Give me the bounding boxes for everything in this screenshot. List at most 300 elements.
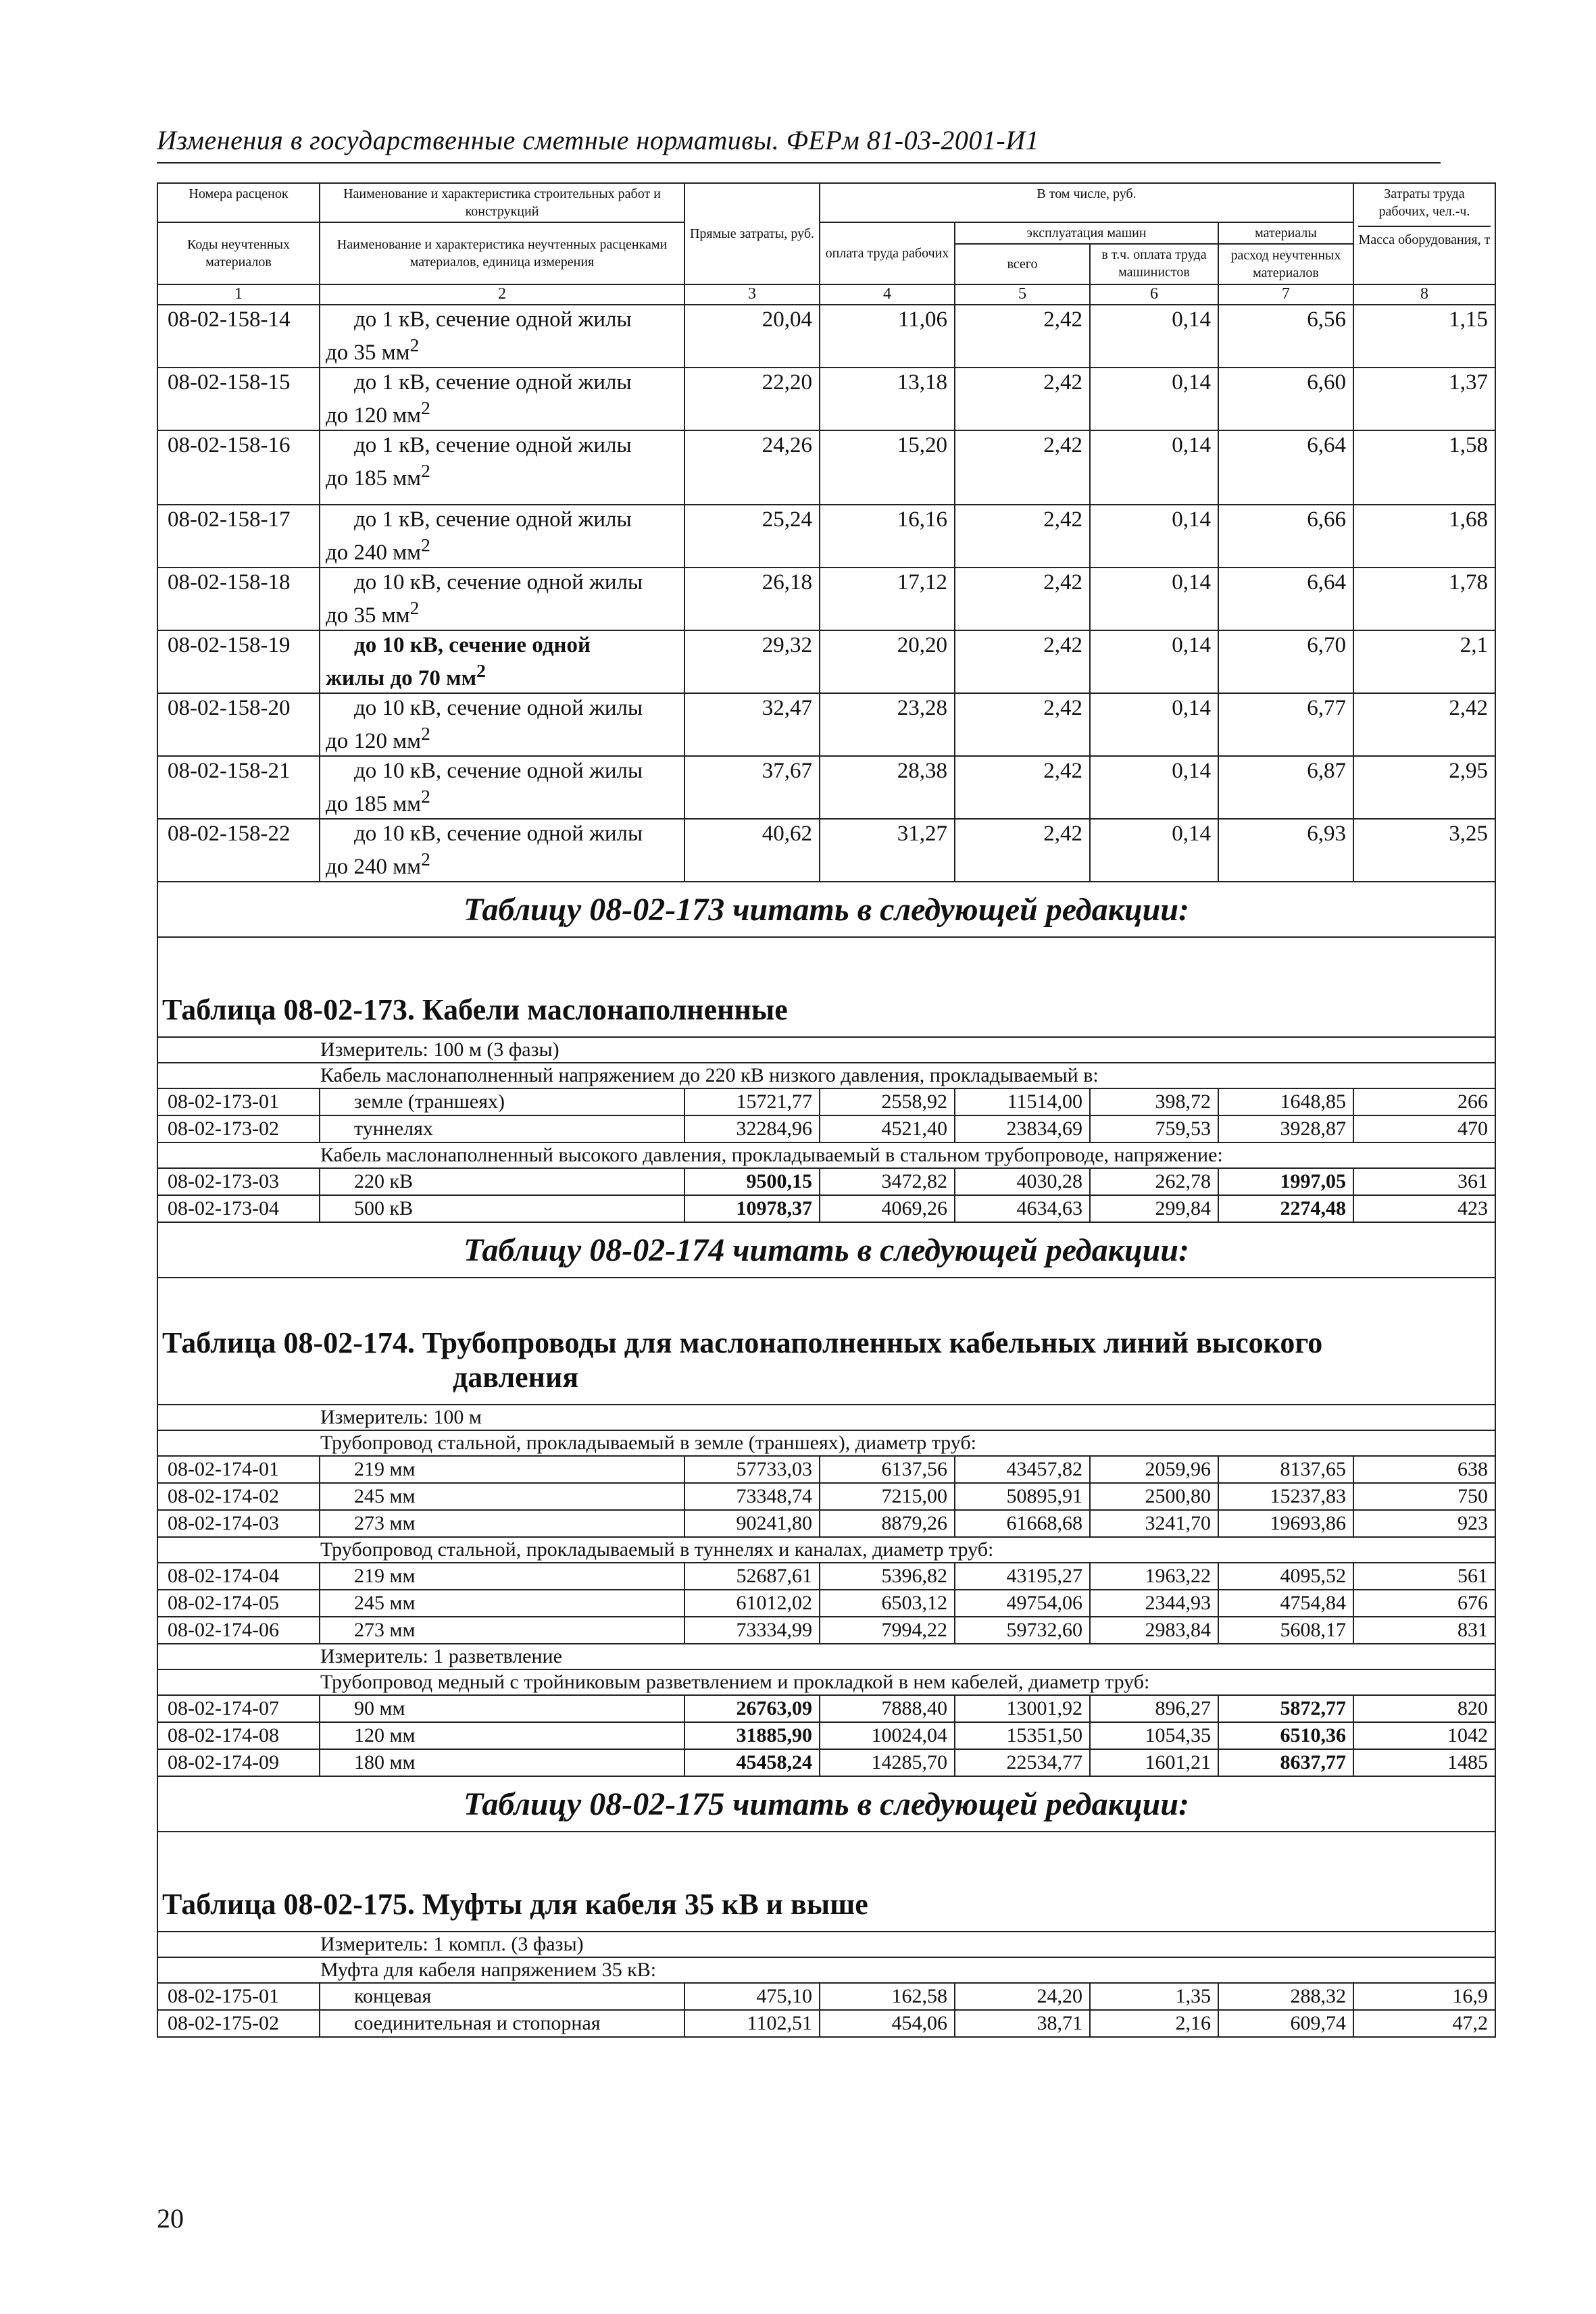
value-cell: 0,14 [1090,819,1218,882]
measure-unit-row [157,1644,1495,1669]
value-cell: 454,06 [820,2010,955,2037]
table-title-row [157,1832,1495,1932]
work-name: 90 мм [320,1695,684,1722]
measure-unit-row [157,1037,1495,1063]
value-cell: 5396,82 [820,1563,955,1590]
norms-table [157,182,1496,2038]
value-cell: 9500,15 [684,1168,820,1195]
value-cell: 15237,83 [1218,1483,1353,1510]
work-name: соединительная и стопорная [320,2010,684,2037]
subgroup-heading: Трубопровод стальной, прокладываемый в земле (траншеях), диаметр труб: [157,1430,1495,1456]
superscript: 2 [421,723,430,744]
rate-code: 08-02-158-18 [157,568,320,630]
value-cell: 6503,12 [820,1590,955,1617]
value-cell: 90241,80 [684,1510,820,1537]
colnum: 3 [684,284,820,305]
measure-unit-row [157,1405,1495,1430]
work-name [320,505,684,568]
superscript: 2 [421,534,430,555]
page-number: 20 [157,2203,184,2234]
colnum: 8 [1353,284,1495,305]
header-row-1 [157,183,1495,222]
value-cell: 6,56 [1218,305,1353,368]
value-cell: 2500,80 [1090,1483,1218,1510]
work-name: 219 мм [320,1456,684,1483]
rate-code: 08-02-173-02 [157,1115,320,1142]
value-cell: 1,37 [1353,368,1495,430]
subgroup-heading-row [157,1537,1495,1563]
rate-code: 08-02-174-08 [157,1722,320,1749]
section-banner-row [157,1776,1495,1832]
rate-code: 08-02-158-15 [157,368,320,430]
value-cell: 2344,93 [1090,1590,1218,1617]
value-cell: 4754,84 [1218,1590,1353,1617]
work-name: 219 мм [320,1563,684,1590]
rate-code: 08-02-158-22 [157,819,320,882]
value-cell: 4521,40 [820,1115,955,1142]
value-cell: 4634,63 [955,1195,1090,1222]
work-name [320,568,684,630]
value-cell: 31885,90 [684,1722,820,1749]
value-cell: 6,70 [1218,630,1353,693]
value-cell: 17,12 [820,568,955,630]
table-row [157,630,1495,693]
value-cell: 6,64 [1218,568,1353,630]
value-cell: 0,14 [1090,305,1218,368]
work-name [320,693,684,756]
value-cell: 0,14 [1090,505,1218,568]
column-numbers-row [157,284,1495,305]
work-name-line1: до 10 кВ, сечение одной жилы [354,696,643,720]
value-cell: 4030,28 [955,1168,1090,1195]
value-cell: 1,58 [1353,430,1495,505]
table-title-row [157,937,1495,1037]
table-row [157,1456,1495,1483]
value-cell: 2,42 [955,305,1090,368]
col-labor-cost: Затраты труда рабочих, чел.-ч. [1378,186,1470,219]
value-cell: 8137,65 [1218,1456,1353,1483]
value-cell: 4069,26 [820,1195,955,1222]
value-cell: 6,87 [1218,756,1353,819]
work-name: 500 кВ [320,1195,684,1222]
value-cell: 40,62 [684,819,820,882]
work-name-line1: до 1 кВ, сечение одной жилы [354,433,632,457]
value-cell: 2558,92 [820,1088,955,1115]
value-cell: 13,18 [820,368,955,430]
measure-unit: Измеритель: 1 компл. (3 фазы) [157,1932,1495,1957]
measure-unit: Измеритель: 100 м (3 фазы) [157,1037,1495,1063]
value-cell: 38,71 [955,2010,1090,2037]
value-cell: 0,14 [1090,430,1218,505]
value-cell: 2,42 [955,505,1090,568]
value-cell: 1963,22 [1090,1563,1218,1590]
table-row [157,1510,1495,1537]
value-cell: 638 [1353,1456,1495,1483]
table-row [157,1168,1495,1195]
value-cell: 7994,22 [820,1617,955,1644]
value-cell: 16,9 [1353,1983,1495,2010]
work-name-line2: до 185 мм [326,466,422,491]
value-cell: 266 [1353,1088,1495,1115]
work-name: 180 мм [320,1749,684,1776]
work-name: 220 кВ [320,1168,684,1195]
rate-code: 08-02-173-03 [157,1168,320,1195]
header-rule [157,162,1441,164]
value-cell: 0,14 [1090,368,1218,430]
value-cell: 2,42 [955,819,1090,882]
table-title: Таблица 08-02-173. Кабели маслонаполненные [157,937,1495,1037]
rate-code: 08-02-158-16 [157,430,320,505]
value-cell: 47,2 [1353,2010,1495,2037]
table-row [157,1590,1495,1617]
work-name [320,368,684,430]
superscript: 2 [409,597,420,618]
section-banner-row [157,1222,1495,1278]
table-title-line2: давления [453,1361,579,1394]
rate-code: 08-02-174-02 [157,1483,320,1510]
value-cell: 15,20 [820,430,955,505]
subgroup-heading-row [157,1063,1495,1088]
colnum: 4 [820,284,955,305]
value-cell: 73348,74 [684,1483,820,1510]
rate-code: 08-02-158-21 [157,756,320,819]
work-name: 273 мм [320,1617,684,1644]
col-in-total: В том числе, руб. [820,183,1353,222]
work-name-line2: до 240 мм [326,855,422,879]
value-cell: 1,68 [1353,505,1495,568]
value-cell: 11,06 [820,305,955,368]
subgroup-heading-row [157,1430,1495,1456]
value-cell: 288,32 [1218,1983,1353,2010]
value-cell: 10024,04 [820,1722,955,1749]
work-name-line1: до 10 кВ, сечение одной [354,633,591,657]
value-cell: 31,27 [820,819,955,882]
work-name-line2: до 35 мм [326,341,410,365]
work-name-line2: до 240 мм [326,540,422,565]
value-cell: 50895,91 [955,1483,1090,1510]
value-cell: 7888,40 [820,1695,955,1722]
value-cell: 6510,36 [1218,1722,1353,1749]
value-cell: 1042 [1353,1722,1495,1749]
measure-unit: Измеритель: 1 разветвление [157,1644,1495,1669]
work-name-line2: жилы до 70 мм [326,666,477,690]
table-row [157,505,1495,568]
col-direct: Прямые затраты, руб. [684,183,820,284]
value-cell: 26,18 [684,568,820,630]
value-cell: 2983,84 [1090,1617,1218,1644]
value-cell: 0,14 [1090,756,1218,819]
value-cell: 8637,77 [1218,1749,1353,1776]
work-name [320,430,684,505]
col-machinists: в т.ч. оплата труда машинистов [1090,244,1218,284]
work-name-line2: до 120 мм [326,403,422,428]
work-name-line1: до 1 кВ, сечение одной жилы [354,307,632,332]
value-cell: 11514,00 [955,1088,1090,1115]
value-cell: 6137,56 [820,1456,955,1483]
value-cell: 162,58 [820,1983,955,2010]
col-codes-top: Номера расценок [157,183,320,222]
work-name-line2: до 185 мм [326,792,422,816]
superscript: 2 [476,660,486,681]
value-cell: 750 [1353,1483,1495,1510]
table-row [157,1195,1495,1222]
value-cell: 1,78 [1353,568,1495,630]
value-cell: 923 [1353,1510,1495,1537]
work-name: концевая [320,1983,684,2010]
value-cell: 32,47 [684,693,820,756]
value-cell: 896,27 [1090,1695,1218,1722]
value-cell: 831 [1353,1617,1495,1644]
value-cell: 2,42 [955,693,1090,756]
value-cell: 29,32 [684,630,820,693]
value-cell: 1054,35 [1090,1722,1218,1749]
value-cell: 361 [1353,1168,1495,1195]
value-cell: 49754,06 [955,1590,1090,1617]
subgroup-heading-row [157,1957,1495,1983]
value-cell: 299,84 [1090,1195,1218,1222]
value-cell: 19693,86 [1218,1510,1353,1537]
work-name-line1: до 1 кВ, сечение одной жилы [354,370,632,395]
value-cell: 2,42 [955,630,1090,693]
value-cell: 3472,82 [820,1168,955,1195]
col-labor-mass [1353,183,1495,284]
section-banner-row [157,882,1495,937]
value-cell: 52687,61 [684,1563,820,1590]
work-name: 120 мм [320,1722,684,1749]
value-cell: 61012,02 [684,1590,820,1617]
table-row [157,1088,1495,1115]
value-cell: 15721,77 [684,1088,820,1115]
value-cell: 57733,03 [684,1456,820,1483]
table-row [157,305,1495,368]
measure-unit-row [157,1932,1495,1957]
table-row [157,1115,1495,1142]
work-name-line1: до 1 кВ, сечение одной жилы [354,507,632,532]
section-banner: Таблицу 08-02-173 читать в следующей редакции: [157,882,1495,937]
rate-code: 08-02-175-01 [157,1983,320,2010]
col-materials: материалы [1218,222,1353,244]
superscript: 2 [409,334,420,355]
superscript: 2 [421,786,430,807]
value-cell: 2,42 [955,430,1090,505]
value-cell: 398,72 [1090,1088,1218,1115]
work-name-line1: до 10 кВ, сечение одной жилы [354,822,643,846]
value-cell: 3928,87 [1218,1115,1353,1142]
table-row [157,568,1495,630]
value-cell: 2,95 [1353,756,1495,819]
value-cell: 8879,26 [820,1510,955,1537]
work-name: туннелях [320,1115,684,1142]
colnum: 7 [1218,284,1353,305]
subgroup-heading: Трубопровод стальной, прокладываемый в туннелях и каналах, диаметр труб: [157,1537,1495,1563]
table-row [157,430,1495,505]
colnum: 6 [1090,284,1218,305]
value-cell: 475,10 [684,1983,820,2010]
value-cell: 676 [1353,1590,1495,1617]
value-cell: 32284,96 [684,1115,820,1142]
value-cell: 262,78 [1090,1168,1218,1195]
colnum: 2 [320,284,684,305]
work-name: 273 мм [320,1510,684,1537]
value-cell: 3,25 [1353,819,1495,882]
table-row [157,1695,1495,1722]
table-row [157,756,1495,819]
value-cell: 22,20 [684,368,820,430]
table-row [157,819,1495,882]
value-cell: 73334,99 [684,1617,820,1644]
work-name-line1: до 10 кВ, сечение одной жилы [354,570,643,595]
colnum: 5 [955,284,1090,305]
value-cell: 43457,82 [955,1456,1090,1483]
value-cell: 25,24 [684,505,820,568]
value-cell: 3241,70 [1090,1510,1218,1537]
rate-code: 08-02-175-02 [157,2010,320,2037]
rate-code: 08-02-174-06 [157,1617,320,1644]
value-cell: 6,77 [1218,693,1353,756]
value-cell: 1997,05 [1218,1168,1353,1195]
subgroup-heading: Кабель маслонаполненный напряжением до 220 кВ низкого давления, прокладываемый в: [157,1063,1495,1088]
table-row [157,1563,1495,1590]
rate-code: 08-02-174-05 [157,1590,320,1617]
value-cell: 0,14 [1090,568,1218,630]
value-cell: 609,74 [1218,2010,1353,2037]
superscript: 2 [421,849,430,870]
value-cell: 37,67 [684,756,820,819]
value-cell: 470 [1353,1115,1495,1142]
col-name-bottom: Наименование и характеристика неучтенных расценками материалов, единица измерения [320,222,684,284]
superscript: 2 [421,397,430,418]
value-cell: 6,64 [1218,430,1353,505]
table-row [157,2010,1495,2037]
col-machines: эксплуатация машин [955,222,1218,244]
rate-code: 08-02-158-19 [157,630,320,693]
table-title-row [157,1278,1495,1405]
value-cell: 10978,37 [684,1195,820,1222]
col-codes-bottom: Коды неучтенных материалов [157,222,320,284]
col-labor: оплата труда рабочих [820,222,955,284]
value-cell: 2,16 [1090,2010,1218,2037]
value-cell: 1102,51 [684,2010,820,2037]
rate-code: 08-02-158-20 [157,693,320,756]
subgroup-heading-row [157,1142,1495,1168]
col-mass: Масса оборудования, т [1358,226,1491,249]
value-cell: 1,35 [1090,1983,1218,2010]
rate-code: 08-02-173-04 [157,1195,320,1222]
value-cell: 2,42 [955,756,1090,819]
table-row [157,1983,1495,2010]
value-cell: 61668,68 [955,1510,1090,1537]
value-cell: 6,93 [1218,819,1353,882]
value-cell: 7215,00 [820,1483,955,1510]
table-row [157,1749,1495,1776]
rate-code: 08-02-174-01 [157,1456,320,1483]
table-title: Таблица 08-02-175. Муфты для кабеля 35 кВ и выше [157,1832,1495,1932]
value-cell: 59732,60 [955,1617,1090,1644]
subgroup-heading: Трубопровод медный с тройниковым разветвлением и прокладкой в нем кабелей, диаметр труб: [157,1669,1495,1695]
value-cell: 5608,17 [1218,1617,1353,1644]
work-name: земле (траншеях) [320,1088,684,1115]
value-cell: 0,14 [1090,630,1218,693]
col-mat-consumption: расход неучтенных материалов [1218,244,1353,284]
rate-code: 08-02-174-03 [157,1510,320,1537]
value-cell: 23,28 [820,693,955,756]
rate-code: 08-02-174-09 [157,1749,320,1776]
value-cell: 16,16 [820,505,955,568]
value-cell: 20,04 [684,305,820,368]
value-cell: 43195,27 [955,1563,1090,1590]
value-cell: 2274,48 [1218,1195,1353,1222]
value-cell: 23834,69 [955,1115,1090,1142]
work-name [320,756,684,819]
rate-code: 08-02-158-17 [157,505,320,568]
value-cell: 2,42 [1353,693,1495,756]
value-cell: 28,38 [820,756,955,819]
value-cell: 22534,77 [955,1749,1090,1776]
value-cell: 24,26 [684,430,820,505]
col-name-top: Наименование и характеристика строительных работ и конструкций [320,183,684,222]
table-row [157,1617,1495,1644]
page-header: Изменения в государственные сметные нормативы. ФЕРм 81-03-2001-И1 [157,125,1040,155]
col-machines-total: всего [955,244,1090,284]
table-row [157,693,1495,756]
value-cell: 6,60 [1218,368,1353,430]
value-cell: 1485 [1353,1749,1495,1776]
work-name: 245 мм [320,1483,684,1510]
section-banner: Таблицу 08-02-174 читать в следующей редакции: [157,1222,1495,1278]
value-cell: 14285,70 [820,1749,955,1776]
work-name-line2: до 120 мм [326,729,422,753]
rate-code: 08-02-158-14 [157,305,320,368]
value-cell: 2059,96 [1090,1456,1218,1483]
value-cell: 0,14 [1090,693,1218,756]
value-cell: 6,66 [1218,505,1353,568]
header-row-2 [157,222,1495,244]
work-name-line1: до 10 кВ, сечение одной жилы [354,759,643,783]
value-cell: 759,53 [1090,1115,1218,1142]
table-row [157,368,1495,430]
value-cell: 13001,92 [955,1695,1090,1722]
table-title [157,1278,1495,1405]
superscript: 2 [421,460,430,481]
subgroup-heading: Кабель маслонаполненный высокого давления, прокладываемый в стальном трубопроводе, напряжение: [157,1142,1495,1168]
measure-unit: Измеритель: 100 м [157,1405,1495,1430]
subgroup-heading-row [157,1669,1495,1695]
rate-code: 08-02-174-04 [157,1563,320,1590]
value-cell: 1648,85 [1218,1088,1353,1115]
value-cell: 5872,77 [1218,1695,1353,1722]
value-cell: 1601,21 [1090,1749,1218,1776]
work-name [320,819,684,882]
value-cell: 2,1 [1353,630,1495,693]
table-title-line1: Таблица 08-02-174. Трубопроводы для маслонаполненных кабельных линий высокого [162,1326,1323,1359]
value-cell: 45458,24 [684,1749,820,1776]
value-cell: 24,20 [955,1983,1090,2010]
value-cell: 423 [1353,1195,1495,1222]
value-cell: 20,20 [820,630,955,693]
value-cell: 2,42 [955,368,1090,430]
value-cell: 1,15 [1353,305,1495,368]
value-cell: 15351,50 [955,1722,1090,1749]
value-cell: 4095,52 [1218,1563,1353,1590]
work-name [320,305,684,368]
work-name-line2: до 35 мм [326,603,410,628]
value-cell: 2,42 [955,568,1090,630]
colnum: 1 [157,284,320,305]
work-name: 245 мм [320,1590,684,1617]
value-cell: 820 [1353,1695,1495,1722]
value-cell: 561 [1353,1563,1495,1590]
value-cell: 26763,09 [684,1695,820,1722]
